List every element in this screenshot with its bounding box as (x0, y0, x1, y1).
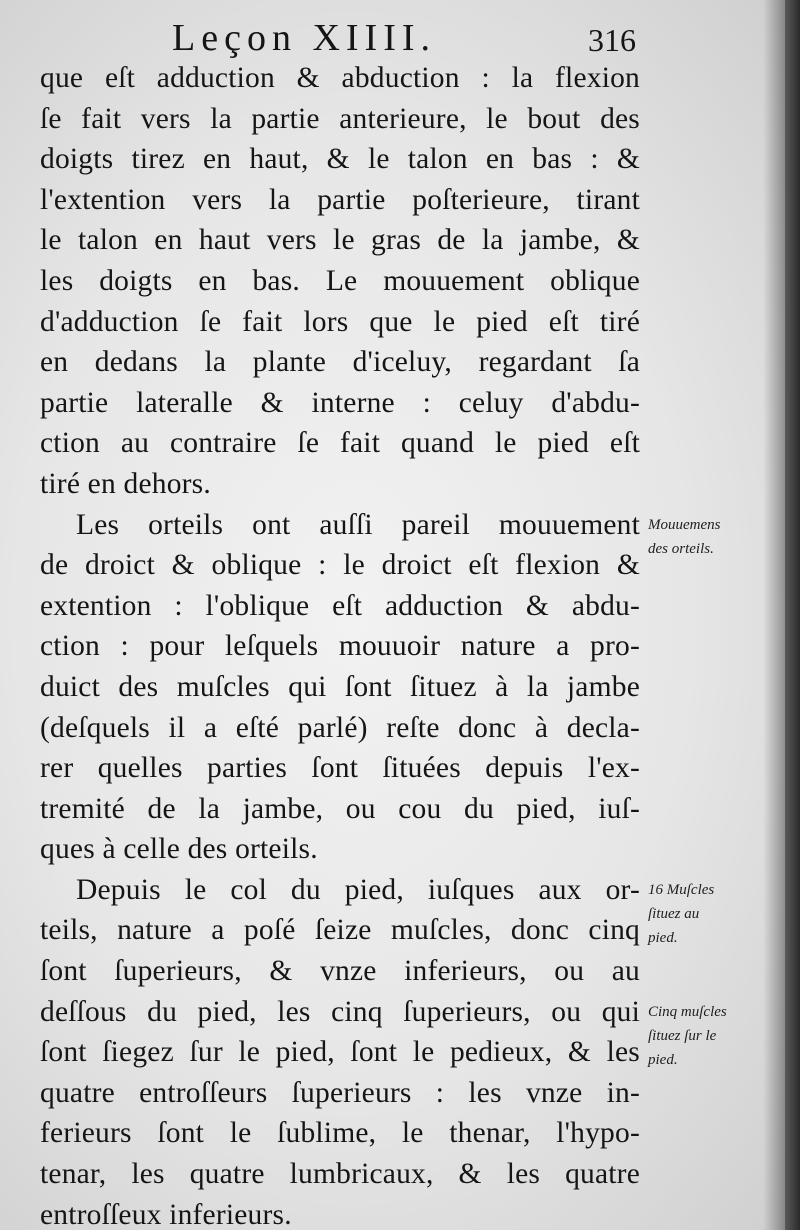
margin-note-line: Mouuemens (648, 516, 721, 533)
text-line: l'extention vers la partie poſterieure, tirant (40, 183, 640, 216)
text-line: tenar, les quatre lumbricaux, & les quatre (40, 1158, 640, 1191)
running-title: Leçon XIIII. (172, 17, 437, 59)
text-line: ſont ſuperieurs, & vnze inferieurs, ou au (40, 955, 640, 988)
text-line: ques à celle des orteils. (40, 833, 318, 866)
text-line: quatre entroſſeurs ſuperieurs : les vnze in- (40, 1076, 640, 1109)
text-line: en dedans la plante d'iceluy, regardant ſa (40, 346, 640, 379)
margin-note-line: 16 Muſcles (648, 882, 715, 898)
text-line: extention : l'oblique eſt adduction & abdu- (40, 589, 640, 622)
page-number: 316 (588, 22, 636, 58)
text-line: ſe fait vers la partie anterieure, le bout des (40, 102, 640, 135)
page-edge-shadow (785, 0, 800, 1230)
page-header (0, 14, 785, 64)
text-line: que eſt adduction & abduction : la flexion (40, 62, 640, 94)
text-line: le talon en haut vers le gras de la jambe, & (40, 224, 640, 257)
text-line: teils, nature a poſé ſeize muſcles, donc cinq (40, 914, 640, 947)
text-line: rer quelles parties ſont ſituées depuis l'ex- (40, 752, 640, 785)
text-line: (deſquels il a eſté parlé) reſte donc à decla- (40, 711, 640, 744)
margin-note-line: pied. (648, 930, 678, 946)
text-line: deſſous du pied, les cinq ſuperieurs, ou qui (40, 995, 640, 1028)
text-line: d'adduction ſe fait lors que le pied eſt tiré (40, 305, 640, 338)
text-line: tremité de la jambe, ou cou du pied, iuſ- (40, 792, 640, 825)
text-line: Depuis le col du pied, iuſques aux or- (76, 873, 640, 906)
text-line: duict des muſcles qui ſont ſituez à la jambe (40, 670, 640, 703)
margin-note-line: Cinq muſcles (648, 1003, 727, 1020)
margin-note-line: pied. (648, 1051, 678, 1068)
text-line: ction au contraire ſe fait quand le pied eſt (40, 427, 640, 460)
text-line: ction : pour leſquels mouuoir nature a pro- (40, 630, 640, 663)
margin-note (648, 513, 768, 561)
margin-note-line: des orteils. (648, 540, 714, 557)
text-line: tiré en dehors. (40, 467, 211, 500)
text-line: doigts tirez en haut, & le talon en bas : & (40, 143, 640, 176)
text-line: les doigts en bas. Le mouuement oblique (40, 264, 640, 297)
body-text (40, 58, 640, 1230)
margin-note (648, 1000, 768, 1072)
margin-note-line: ſituez ſur le (648, 1027, 717, 1044)
text-line: ſont ſiegez ſur le pied, ſont le pedieux, & les (40, 1036, 640, 1069)
text-line: de droict & oblique : le droict eſt flexion & (40, 549, 640, 582)
text-line: ferieurs ſont le ſublime, le thenar, l'hypo- (40, 1117, 640, 1150)
text-line: entroſſeux inferieurs. (40, 1198, 292, 1230)
margin-note-line: ſituez au (648, 906, 700, 922)
margin-note (648, 878, 768, 950)
text-line: partie lateralle & interne : celuy d'abdu- (40, 386, 640, 419)
text-line: Les orteils ont auſſi pareil mouuement (76, 508, 640, 541)
